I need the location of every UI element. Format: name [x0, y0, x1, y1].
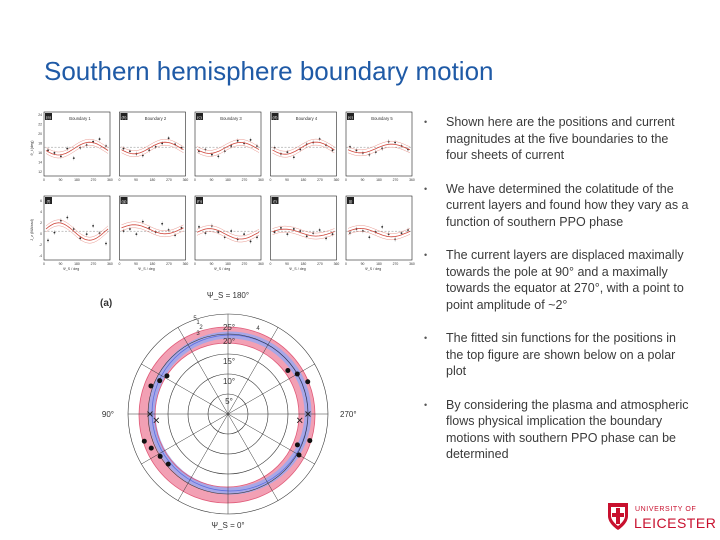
scatter-panel — [345, 112, 415, 182]
bullet-dot-icon: • — [424, 333, 428, 343]
y-tick-label: 18 — [38, 141, 42, 146]
x-tick-label: 90 — [134, 178, 138, 182]
x-tick-label: 180 — [74, 262, 80, 266]
panel-frame — [346, 196, 412, 260]
panel-frame — [271, 112, 337, 176]
y-tick-label: 2 — [40, 221, 42, 225]
x-tick-label: 90 — [58, 178, 63, 182]
y-tick-label: 4 — [40, 210, 42, 214]
polar-label-bottom: Ψ_S = 0° — [211, 521, 245, 530]
x-tick-label: 360 — [258, 178, 264, 182]
panel-letter: (f) — [46, 198, 51, 204]
x-tick-label: 0 — [269, 178, 272, 182]
logo-line1: UNIVERSITY OF — [635, 506, 697, 513]
x-tick-label: 180 — [225, 178, 231, 182]
polar-data-point — [157, 378, 162, 383]
panel-letter: (b) — [121, 114, 127, 120]
x-tick-label: 0 — [194, 262, 196, 266]
polar-label-left: 90° — [101, 410, 114, 419]
polar-label-right: 270° — [340, 410, 357, 419]
bullet-dot-icon: • — [424, 117, 428, 127]
x-tick-label: 270 — [90, 262, 97, 266]
x-tick-label: 360 — [182, 262, 189, 266]
polar-data-point — [295, 372, 300, 377]
y-tick-label: 16 — [38, 151, 42, 155]
panel-letter: (g) — [121, 198, 127, 204]
x-tick-label: 270 — [241, 178, 248, 182]
y-tick-label: 12 — [38, 170, 42, 174]
x-axis-label: Ψ_S / deg — [213, 267, 231, 271]
bullet-text: The current layers are displaced maximally towards the pole at 90° and a maximally towards the equator at 270°, with a point to point amplitude of ~2° — [446, 248, 684, 312]
bullet-text: We have determined the colatitude of the current layers and found how they vary as a function of southern PPO phase — [446, 181, 689, 229]
x-tick-label: 0 — [118, 178, 121, 182]
x-tick-label: 180 — [376, 262, 382, 266]
x-tick-label: 270 — [392, 262, 399, 266]
x-tick-label: 0 — [194, 178, 196, 182]
x-tick-label: 90 — [209, 262, 214, 266]
x-tick-label: 90 — [58, 262, 63, 266]
panel-title: Boundary 3 — [220, 116, 242, 121]
boundary-number: 3 — [196, 331, 200, 337]
x-tick-label: 90 — [360, 178, 365, 182]
polar-data-point — [285, 368, 290, 373]
x-axis-label: Ψ_S / deg — [364, 267, 382, 271]
y-tick-label: -2 — [38, 243, 42, 247]
x-tick-label: 90 — [134, 262, 138, 266]
ring-label: 10° — [222, 377, 236, 386]
scatter-panel — [43, 196, 113, 271]
x-tick-label: 180 — [300, 262, 307, 266]
x-tick-label: 270 — [317, 178, 323, 182]
y-axis-label-bottom: J_z (MA/rad) — [30, 219, 34, 241]
x-tick-label: 0 — [345, 262, 347, 266]
slide-title: Southern hemisphere boundary motion — [44, 56, 494, 86]
panel-letter: (j) — [348, 198, 353, 204]
x-tick-label: 0 — [43, 262, 45, 266]
bullet-list — [420, 114, 692, 480]
x-tick-label: 360 — [409, 262, 415, 266]
bullet-item — [420, 330, 692, 380]
polar-label-top: Ψ_S = 180° — [206, 291, 250, 300]
x-tick-label: 0 — [43, 178, 45, 182]
panel-frame — [44, 196, 110, 260]
x-tick-label: 90 — [285, 178, 289, 182]
bullet-dot-icon: • — [424, 399, 428, 410]
y-axis-label-top: θ_i (deg) — [30, 140, 34, 156]
x-tick-label: 270 — [241, 262, 248, 266]
x-tick-label: 360 — [107, 262, 113, 266]
polar-data-point — [148, 383, 153, 388]
x-tick-label: 90 — [285, 262, 289, 266]
panel-letter: (i) — [273, 198, 277, 204]
x-tick-label: 180 — [74, 178, 80, 182]
panel-title: Boundary 5 — [371, 116, 393, 121]
polar-data-point — [297, 453, 302, 458]
x-tick-label: 270 — [166, 262, 172, 266]
polar-data-point — [305, 379, 310, 384]
boundary-scatter-figure — [30, 108, 415, 280]
y-tick-label: 24 — [38, 113, 42, 117]
scatter-panel — [194, 196, 264, 271]
panel-frame — [120, 196, 186, 260]
y-tick-label: 6 — [40, 199, 42, 203]
scatter-panel — [270, 196, 340, 271]
panel-letter: (d) — [272, 114, 278, 120]
ring-label: 20° — [222, 337, 236, 346]
x-tick-label: 180 — [376, 178, 382, 182]
x-tick-label: 0 — [118, 262, 121, 266]
x-axis-label: Ψ_S / deg — [62, 267, 80, 271]
panel-frame — [195, 112, 261, 176]
scatter-panel — [270, 112, 340, 182]
panel-title: Boundary 1 — [69, 116, 91, 121]
bullet-text: By considering the plasma and atmospheric flows physical implication the boundary motions with southern PPO phase can be determined — [446, 397, 689, 461]
y-tick-label: 22 — [38, 122, 42, 127]
polar-data-point — [166, 462, 171, 467]
panel-frame — [195, 196, 261, 260]
x-tick-label: 90 — [360, 262, 365, 266]
x-tick-label: 270 — [392, 178, 399, 182]
x-tick-label: 270 — [317, 262, 323, 266]
boundary-number: 2 — [199, 325, 203, 331]
x-tick-label: 0 — [269, 262, 272, 266]
ring-label: 15° — [222, 357, 236, 366]
panel-letter: (e) — [348, 114, 353, 120]
polar-boundary-plot — [94, 288, 364, 532]
x-tick-label: 90 — [209, 178, 214, 182]
bullet-item — [420, 114, 692, 164]
panel-letter: (c) — [197, 114, 202, 120]
x-tick-label: 0 — [345, 178, 347, 182]
panel-title: Boundary 2 — [144, 116, 167, 121]
bullet-text: Shown here are the positions and current magnitudes at the five boundaries to the four sheets of current — [446, 115, 675, 162]
polar-data-point — [149, 446, 154, 451]
panel-letter: (h) — [197, 198, 202, 204]
x-tick-label: 180 — [300, 178, 307, 182]
y-tick-label: -4 — [38, 254, 42, 258]
polar-data-point — [158, 454, 163, 459]
ring-label: 5° — [225, 397, 233, 406]
boundary-number: 5 — [193, 316, 197, 322]
bullet-dot-icon: • — [424, 183, 428, 194]
bullet-dot-icon: • — [424, 250, 428, 260]
y-tick-label: 14 — [38, 160, 42, 165]
scatter-panel — [119, 196, 189, 271]
scatter-panel — [43, 112, 113, 182]
university-shield-icon — [608, 503, 628, 530]
bullet-text: The fitted sin functions for the positions in the top figure are shown below on a polar plot — [446, 331, 676, 378]
bullet-item — [420, 397, 692, 463]
panel-label: (a) — [100, 298, 113, 309]
y-tick-label: 0 — [40, 232, 42, 236]
x-tick-label: 360 — [333, 178, 340, 182]
x-tick-label: 270 — [90, 178, 97, 182]
polar-data-point — [307, 438, 312, 443]
polar-data-point — [142, 439, 147, 444]
panel-title: Boundary 4 — [295, 116, 318, 121]
scatter-panel — [345, 196, 415, 271]
ring-label: 25° — [222, 323, 236, 332]
bullet-item — [420, 181, 692, 231]
x-tick-label: 270 — [166, 178, 172, 182]
boundary-number: 1 — [196, 320, 200, 326]
x-tick-label: 360 — [409, 178, 415, 182]
university-logo — [604, 500, 717, 534]
x-tick-label: 180 — [149, 178, 156, 182]
x-axis-label: Ψ_S / deg — [138, 267, 155, 271]
scatter-panel — [119, 112, 189, 182]
y-tick-label: 20 — [38, 132, 42, 136]
logo-line2: LEICESTER — [634, 515, 717, 531]
boundary-number: 4 — [256, 326, 260, 332]
scatter-panel — [194, 112, 264, 182]
x-tick-label: 360 — [333, 262, 340, 266]
x-tick-label: 180 — [225, 262, 231, 266]
x-tick-label: 360 — [107, 178, 113, 182]
panel-letter: (a) — [46, 114, 51, 120]
polar-data-point — [164, 373, 169, 378]
x-tick-label: 360 — [258, 262, 264, 266]
polar-data-point — [295, 442, 300, 447]
x-tick-label: 360 — [182, 178, 189, 182]
x-tick-label: 180 — [149, 262, 156, 266]
bullet-item — [420, 247, 692, 313]
x-axis-label: Ψ_S / deg — [289, 267, 306, 271]
